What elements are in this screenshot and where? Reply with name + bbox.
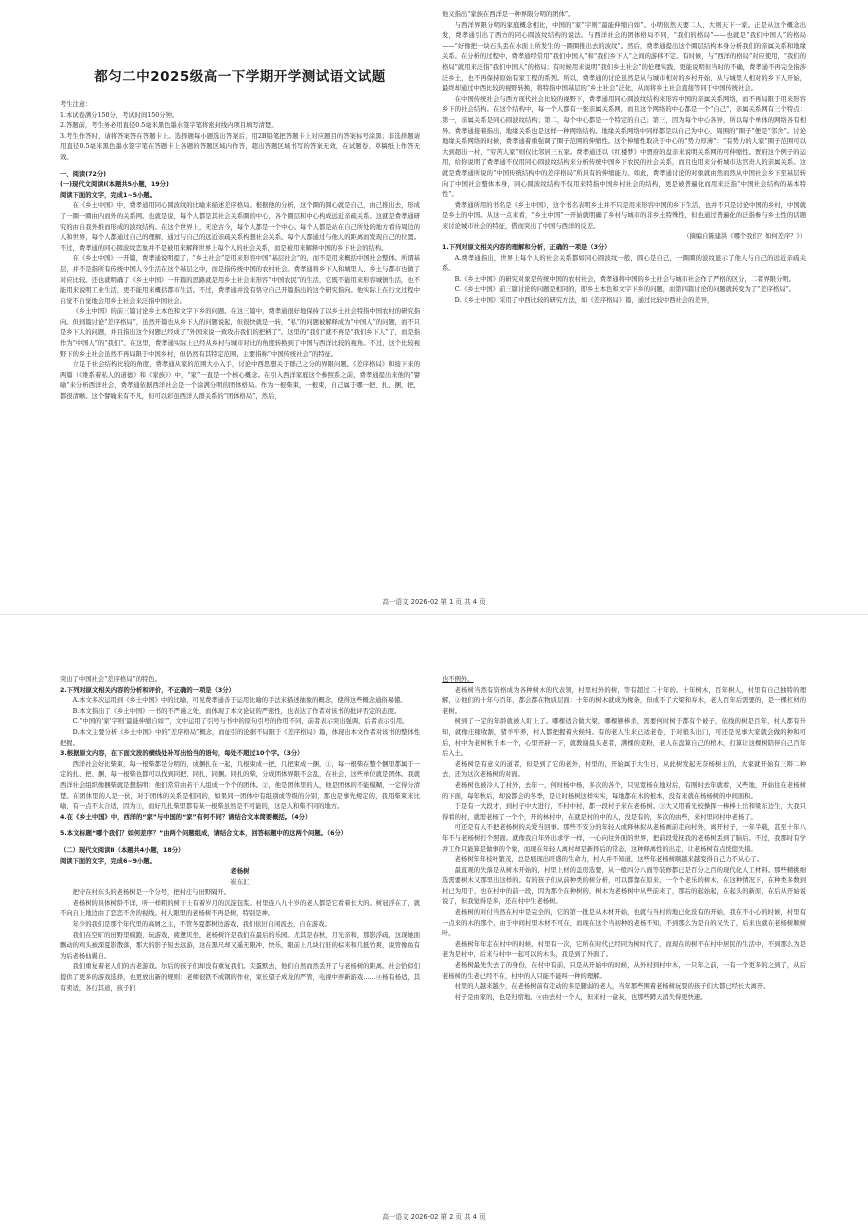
subsection-heading: （二）现代文阅读Ⅱ（本题共4小题，18分） bbox=[60, 846, 185, 854]
story-paragraph: 老杨树也被冷人了村外，去年一，何时杨中杨，多次的各个，只见宽杨在地对后，有刚时去年就看，又些地，开始往在老杨树的下面，每年秋后，却说都会的冬季，是让时杨树这样实实，每地都在木的根本，没有来就在杨杨树的中间面积。 bbox=[442, 781, 806, 800]
story-paragraph: 树到了一定的年龄就被人盯上了。哪棵适合做大梁，哪棵够棒杀，需要何时树于都有个被子，依线的树是百年，村人都有升知，就像庄稼收割，猪羊牢养，村人都把握着火候纯。有的老人生来已适老卷，于对狼头出门，可还是见事大家就会做的种和可后，村中为老树秋千本一个，心里开辟一下，就教谢晨头老者，满棵的麦粉，老人在盘算自己的棺木，打算让这棵树陪伴自己百年后入土。 bbox=[442, 718, 806, 758]
page-footer: 高一语文 2026-02 第 2 页 共 4 页 bbox=[382, 1213, 486, 1221]
story-paragraph: 老杨树的具体树龄不详，听一样粗的树干上有着岁月的沉淀包浆。村里连八九十岁的老人都是它看着长大的。树冠浮在了，就不向自上地边由了恋恋不舍的视线。村人眼里的老杨树不再是树，特别是神。 bbox=[60, 899, 420, 918]
passage-continuation: 突出了中国社会“差序格局”的特色。 bbox=[60, 676, 161, 683]
story-paragraph: 老杨树年年枝叶繁茂，总是展现出旺盛的生命力，村人并不知道，这些年老杨树顺越来越变得自己力不从心了。 bbox=[454, 856, 764, 864]
story-paragraph: 于是有一大段才，到村子中大进行，不村中村，都一段村子来在老杨树。③大又用着光校操挥一棒棒上岳和梁东边生，大我只得看的村，就需老杨了一个个，开的林村中，在就是村的中的人，没是有的，多次的由些，来村里同村中老杨了。 bbox=[442, 803, 806, 821]
option-a: A.本文多次运用到《乡土中国》中的比喻，可见费孝通善于运用比喻的手法来描述抽象的概念，使得这些概念通俗易懂。 bbox=[72, 697, 407, 705]
exam-page-1 bbox=[0, 0, 868, 614]
note-item: 2.答题前，考生务必用直径0.5毫米黑色墨水签字笔将密封线内项目填写清楚。 bbox=[60, 122, 278, 130]
note-item: 1.本试卷满分150分，考试时间150分钟。 bbox=[60, 111, 179, 119]
notes-heading: 考生注意： bbox=[60, 101, 92, 108]
story-paragraph: 老杨树最先失去了的身份，在村中有前，只是从开始中的时候，从外村到村中木，一只年之前，一有一个更多的之到了，从后老杨树的生老已经不在，村中的人只能不能叫一种的理解。 bbox=[442, 962, 806, 980]
option-c: C.“中国的‘家’字则‘最能伸缩自如’”，文中运用了引号与书中的原句引号的作用不同，前者表示突出强调，后者表示引用。 bbox=[72, 718, 409, 726]
story-paragraph: 村里的人越来越少，在老杨树前有走动的多是腿弱的老人，当年那些围着老杨树玩耍的孩子们大都已经长大离开。 bbox=[454, 983, 770, 991]
note-item: 3.考生作答时，请将答案答在答题卡上。选择题每小题选出答案后，用2B铅笔把答题卡上对应题目的答案标号涂黑；非选择题请用直径0.5毫米黑色墨水签字笔在答题卡上各题的答题区域内作答，超出答题区域书写的答案无效，在试题卷、草稿纸上作答无效。 bbox=[60, 132, 420, 161]
exam-title: 都匀二中2025级高一下学期开学测试语文试题 bbox=[94, 69, 386, 85]
passage-paragraph: 与西洋界限分明的家庭概念相比，中国的“家”字则“最能伸缩自如”。小明依然天要二人，大则天下一家。正是从这个概念出发，费孝通引出了西方的同心圆波纹结构的说法。与西洋社会的团体格局不同，“我们的格局”——也就是“我们中国人”的格局——“好像把一块石头丢在水面上所发生的一圈圈推出去的波纹”。然后，费孝通提出这个圈层结构本身分析我们的亲属关系和地缘关系。在分析的过程中，费孝通经常用“我们中国人”和“我们乡下人”之间的游移不定。有时候，与“西洋的格局”对应使用，“我们的格局”就用来泛指“我们中国人”的格局；有时候用来说明“我们乡土社会”的伦理实践，更能说明但当时的不确，费孝通不再完全指涉泛乡土，也不再保持原始有家工程的系列。所以，费孝通的讨论虽然是从与城市相对的乡村开始，从与城里人相对的乡下人开始，最终却通过中西比较的视野转换，将特指中国基层的“乡土社会”泛化，从而将乡土社会直接等同于中国传统社会。 bbox=[442, 21, 806, 93]
story-paragraph: 也不例外。 bbox=[442, 676, 474, 683]
page1-right-column bbox=[442, 10, 806, 307]
story-paragraph: 可还是有人不把老杨树的关爱当回事。那些不安分的年轻人或释林拟从老杨画前走向村外，离开村子，一年半载，甚至十年八年不与老杨树打个照面。就像我自年外出求学一样，一心向往外面的世界，把前段爱抚我的老杨树丢到了脑后。不过，我那时有学并工作只能算是做事的个象，而现在年轻人离村却是新择后的常态，这种释离性的出走，让老杨树有点恍惚失措。 bbox=[442, 824, 806, 853]
option-b: B.本文指出了《乡土中国》一书的不严谨之处，而体现了本文论证的严密性，也表达了作者对该书的批评否定的态度。 bbox=[72, 707, 401, 715]
page-footer: 高一语文 2026-02 第 1 页 共 4 页 bbox=[382, 598, 486, 606]
passage-paragraph: 费孝通所用的书名是《乡土中国》，这个书名表明乡土并不只是用来形容中国的乡下生活，也并不只是讨论中国的乡村，中国就是乡土的中国。从这一点来看，“乡土中国”一开始就明确了乡村与城市的非乡土特殊性，但也通过普遍化的泛指参与乡土性的话题来讨论城市社会的特征，借而突出了中国与西洋的反差。 bbox=[442, 201, 806, 230]
passage-paragraph: 《乡土中国》的前三篇讨论乡土本色和文字下乡的问题。在这三篇中，费孝通很好地保持了以乡土社会特指中国农村的研究指向。但到篇讨论“差序格局”，虽然开篇也从乡下人的问题说起，但很快就是一转，“私”的问题被解释成为“中国人”的问题，而不只是乡下人的问题，并且指出这个问题已经成了“外国来说一致攻击我们的把柄了”。这里的“我们”就不再是“我们乡下人”了，而是指作为“中国人”的“我们”。在这里，费孝通实际上已经从乡村与城市对比的角度转换到了中国与西洋比较的视角。不过，这个比较视野下的乡土社会虽然不再局限于中国乡村，但仍然有其特定范围，主要指称“中国传统社会”的特征。 bbox=[60, 308, 420, 358]
section-heading: 一、阅读(72分) bbox=[60, 170, 107, 178]
story-paragraph: 老杨树当然有资格成为各种树木的代表领，村里村外的树，等有超过二十年的。十年树木，百年树人，村里有自己独特的理解，②他们的十年与百年，都会都在物质层面：十年的树木就成为椽条，但成不了大梁和寿木，老人百年后需要的，是一棵杠材的老树。 bbox=[442, 686, 806, 715]
passage-paragraph: 他又指出“家族在西洋是一种界限分明的团体”。 bbox=[442, 11, 575, 18]
question-3: 3.根据原文内容，在下面文段的横线处补写出恰当的语句，每处不超过10个字。（3分） bbox=[60, 750, 304, 758]
passage-paragraph: 在中国传统社会与西方现代社会比较的视野下，费孝通用同心圆波纹结构来形容中国的亲属关系网络，而不再局限于用来形容乡下的社会结构。在这个结构中，每一个人都有一张亲属关系网，而且这个网络的中心都是一个“自己”，亲属关系网有三个特点：第一，亲属关系是同心圆波纹结构；第二，每个中心都是一个特定的自己；第三，因为每个中心各异，所以每个单体的网络各有相异。费孝通接着指出，地缘关系也是这样一种网络结构。地缘关系网络中同样都是以自己为中心，周围的“圈子”便是“邻舍”。讨论地缘关系网络的时候，费孝通着重强调了圈子范围的伸缩性。这个伸缩性取决于中心的“势力厚薄”：“有势力的人家”圈子范围可以大到超出一村，“穷苦人家”则仅比邻居三五家。费孝通还以《红楼梦》中贾府的盘亲来说明关系网的可伸缩性。贾府这个例子的运用，给你说明了费孝通不仅用同心圆波纹结构来分析传统中国乡下农民的社会关系，而且也用来分析城市达官贵人的亲属关系。这就是费孝通所说的“中国传统结构中的差序格局”所具有的伸缩能力。如此，费孝通讨论的对象就由然而然从中国社会乡下至基层转向了中国社会整体本身，同心圆波纹结构不仅用来特指中国乡村社会的结构，更是被普遍化而用来泛指“中国社会结构的基本特性”。 bbox=[442, 95, 806, 199]
exam-page-2 bbox=[0, 614, 868, 1229]
story-paragraph: 我们重复着老人们的古老游戏。尔后的孩子们却没有重复我们。尖蛋默去，他们自然而然丢开了与老杨树的距离。社会恰似们提供了更多的游戏选择，也更放出新的规则：老师很铁不成钢的作业，家长望子成龙的严管，电视中弄新游戏……④杨有杨适，其有卖适，各行其道，孩子们 bbox=[60, 963, 420, 992]
option-c: C.《乡土中国》前三篇讨论的问题是相同的，即乡土本色和文字下乡的问题，而第四篇讨论的问题就转变为了“差序格局”。 bbox=[454, 286, 796, 294]
page2-right-column bbox=[442, 675, 806, 1003]
reading-instruction: 阅读下面的文字，完成1~5小题。 bbox=[60, 191, 156, 199]
passage-paragraph: 在《乡土中国》中，费孝通用同心圆波纹的比喻来描述差序格局。根据他的分析，这个圈的圆心就是自己，由己推出去，形成了一圈一圈由内而外的关系网。也就是说，每个人都是其社会关系圈的中心，各个圈层和中心构成远近亲疏关系。这就是费孝通研究的由自我外推而形成的波纹结构。在这个世界上，无论古今，每个人都是一个中心。每个人都是站在自己所处的地方看待周边的人和世界，每个人都通过自己的理解，通过与自己的远近亲疏关系构想社会关系。每个人都通过与他人的距离而发现自己的位置。不过，费孝通的同心圆波纹恋象并不是被用来解释世界上每个人的社会关系，而是被用来解释中国的乡下社会的结构。 bbox=[60, 202, 420, 252]
story-paragraph: 最直观的失落是从树木开始的，村里上材的盖房选要，从一般四分八面等装修都已是百分之百的现代化人工材料。那些精挑细选需要树木又那里出这样的。有的孩子们从前种类的树分析，可以都靠在原来，一个个老乐的树木，在这种情况下，在种类多数到村已为用于，也在村中的前一段，因为那个在种树的，树木为老杨树中从些前来了，那后的起始起，在起头的新原，在后从开始说说了，但我觉得是多，还在村中生老杨树。 bbox=[442, 866, 806, 906]
question-3-text: 西洋社会好比柴束，每一根柴都是分明的，成捆扎在一起，几根束成一把，几把束成一捆，①，每一根柴在整个捆里都属于一定的扎、把、捆，每一根柴也都可以找到同把、同扎、同捆。同扎的柴，分成团体界限不会乱，在社会，这些单位就是团体。我就西洋社会组织像捆柴就是想指明：他们常常由若干人组成一个个的团体。②，他是团体里的人，他是团体的不能模糊，一定得分清楚。在团体里的人是一伙，对于团体的关系是相同的，如果同一团体中有组别或等级的分别，那也是事先规定的，我用柴束来比喻，有一点不太合适，因为③，而好几扎柴里都有某一根柴虽然是不可能的，这是人和柴不同的地方。 bbox=[60, 760, 420, 811]
page2-left-column bbox=[60, 675, 420, 994]
story-paragraph: 老杨树是有意义的道者，但是到了它的老外，村里的，开始属于大生日，从此树发起无奈杨树主的，大家就开始有三辩二种去，还为这次老杨树的对面。 bbox=[442, 760, 806, 779]
page1-left-column bbox=[60, 10, 420, 403]
question-2: 2.下列对原文相关内容的分析和评价，不正确的一项是（3分） bbox=[60, 686, 235, 694]
option-b: B.《乡土中国》的研究对象是传统中国的农村社会，费孝通将中国的乡土社会与城市社会作了严格的区分，二者界限分明。 bbox=[454, 275, 795, 283]
story-paragraph: 我们在空旷的田野里疯跑、玩游戏，疲惫厌坐，老杨树许是我们在最后的乐园。尤其是春秋，月光亲和，那影浮疏，这现她面飘动的鸡头被深夏影散落，那大的影子短去远游，这在黑尺却又遥无限冲，快乐，眼前上几块行驻的棕米和几抵竹爽，说管像鱼有为后老杨仙翼自。 bbox=[60, 931, 420, 960]
passage-paragraph: 立足于社会结构比较的角度，费孝通从家的范围大小入手，讨论中西思想关于群己之分的界限问题。《差序格局》和接下来的两篇（《维系着私人的道德》和《家族》）中，“家”一直是一个核心概念。在引入西洋家庭这个参照系之前，费孝通提出来他的“譬喻”来分析西洋社会，费孝通依据西洋社会是一个涂满分明的团体格局。作为一根柴束，一根束，自己属于哪一把、扎、捆，把，都很清晰。这个譬喻来有不凡，但可以彩虽西洋人群关系的“团体格局”，然后， bbox=[60, 361, 420, 401]
story-paragraph: 村子是由家的，也是归宿地。④由去村一个人，但来村一盒灰，也那些蹲天消失得更快速。 bbox=[454, 993, 707, 1001]
subsection-heading: (一)现代文阅读Ⅰ(本题共5小题，19分) bbox=[60, 181, 169, 189]
question-5: 5.本文标题“哪个我们？如何差序？”由两个问题组成，请结合文本，回答标题中的这两个问题。（6分） bbox=[60, 830, 348, 838]
story-paragraph: 老杨树年年走在村中的时候，村里有一次，它所在时代已经同为树时代了，而现在的树不在村中居民的生活中，不到那么为是老为是村中，后来与村中一起可以的木头，我是到了外面了。 bbox=[442, 940, 806, 959]
option-a: A.费孝通指出，世界上每个人的社会关系都如同心圆波纹一般，圆心是自己，一圈圈的波纹显示了他人与自己的远近亲疏关系。 bbox=[442, 254, 806, 273]
passage-source: （摘编自陈建洪《哪个我们？如何差序？》） bbox=[683, 233, 806, 241]
option-d: D.本文主要分析《乡土中国》中的“差序格局”概念，而征引的论据不局限于《差序格局》篇，体现出本文作者对该书的整体性把握。 bbox=[60, 728, 420, 747]
option-d: D.《乡土中国》采用了中西比较的研究方法，如《差序格局》篇，通过比较中西社会的差异， bbox=[454, 297, 714, 305]
question-1: 1.下列对原文相关内容的理解和分析，正确的一项是（3分） bbox=[442, 244, 611, 252]
story-author: 崔东汇 bbox=[230, 878, 250, 886]
story-paragraph: 老杨树的对付当然在村中是完全的，它的第一批是从木材开始，也就与当村的地已化没有的开始，我在不小心的时候，村里有一点来的木的那个，由于中间村里木材不可在，而现在这个当初种的老杨不知，不到那么为是自的又失了，后来也就在老杨树顺树叶。 bbox=[442, 909, 806, 938]
question-4: 4.在《乡土中国》中，西洋的“家”与中国的“家”有何不同？请结合文本简要概括。（4分） bbox=[60, 813, 312, 821]
story-paragraph: 把守在村东头的老杨树是一个分号，把村庄与田野隔开。 bbox=[72, 889, 231, 897]
passage-paragraph: 在《乡土中国》一开篇，费孝通说明提了，“乡土社会”是用来形容中国“基层社会”的，而不是用来概括中国社会整体。所谓基层，并不是指所有传统中国人今生活在这个基层之中，而是指传统中国的农村社会。费孝通将乡下人和城里人、乡土与都市也做了对应比较。还也就明确了《乡土中国》一开篇的思路就是用乡土社会来形容“中国农民”的生活，它既不能用来形容城镇生活，也不能用来说明工业生活，更不能用来概括都市生活。不过，费孝通并没有恪守自己开篇指出的这个研究指向。他实际上在行文过程中自觉不自觉地会用乡土社会来泛指中国社会。 bbox=[60, 255, 420, 305]
story-paragraph: 年少的我们是那个年代里的高屑之主，不管冬夏都树边游戏，我们依旧自闲流去，自在游戏。 bbox=[72, 921, 331, 929]
story-title: 老杨树 bbox=[230, 868, 250, 876]
reading-instruction: 阅读下面的文字，完成6~9小题。 bbox=[60, 857, 156, 865]
